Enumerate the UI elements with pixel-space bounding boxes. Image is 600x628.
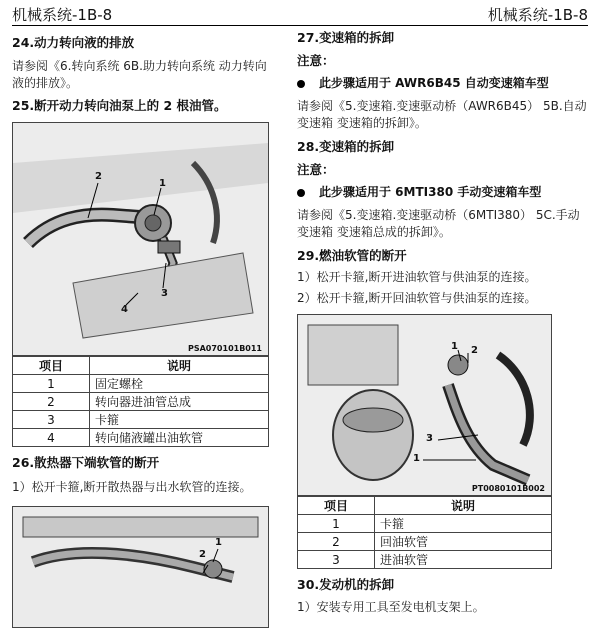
header-left-title: 机械系统-1B-8	[12, 6, 113, 24]
table-cell: 回油软管	[375, 533, 552, 551]
table-2-header-item: 项目	[298, 497, 375, 515]
table-row	[298, 533, 552, 551]
table-cell: 1	[13, 375, 90, 393]
figure-1-illustration	[13, 123, 268, 355]
callout-1: 2	[95, 171, 102, 182]
table-1-header-item: 项目	[13, 357, 90, 375]
table-cell: 转向储液罐出油软管	[90, 429, 269, 447]
figure-fuel-hose	[297, 314, 552, 496]
section-26-step-1: 1）松开卡箍,断开散热器与出水软管的连接。	[12, 480, 252, 494]
table-row	[298, 515, 552, 533]
section-27-text: 请参阅《5.变速箱.变速驱动桥（AWR6B45） 5B.自动变速箱 变速箱的拆卸》。	[297, 99, 587, 130]
table-1	[12, 356, 269, 447]
callout-2: 2	[471, 345, 478, 356]
table-1-header-desc: 说明	[90, 357, 269, 375]
table-row	[13, 429, 269, 447]
table-cell: 3	[298, 551, 375, 569]
left-column	[12, 30, 274, 628]
figure-2-illustration	[13, 507, 268, 627]
table-cell: 卡箍	[375, 515, 552, 533]
figure-3-code: PT0080101B002	[471, 484, 545, 493]
table-cell: 2	[298, 533, 375, 551]
section-26-title: 26.散热器下端软管的断开	[12, 455, 160, 470]
table-cell: 进油软管	[375, 551, 552, 569]
table-row	[298, 551, 552, 569]
table-cell: 3	[13, 411, 90, 429]
section-24-text: 请参阅《6.转向系统 6B.助力转向系统 动力转向液的排放》。	[12, 59, 267, 90]
callout-2: 2	[199, 549, 206, 560]
bullet-2-text: 此步骤适用于 6MTI380 手动变速箱车型	[319, 185, 542, 199]
callout-3: 3	[426, 433, 433, 444]
section-25-title: 25.断开动力转向油泵上的 2 根油管。	[12, 98, 227, 113]
figure-3-illustration	[298, 315, 551, 495]
bullet-2	[297, 184, 589, 201]
note-label-2: 注意：	[297, 162, 335, 177]
table-2	[297, 496, 552, 569]
callout-1-lower: 1	[413, 453, 420, 464]
callout-1: 1	[451, 341, 458, 352]
right-column	[297, 30, 589, 616]
bullet-1-text: 此步骤适用于 AWR6B45 自动变速箱车型	[319, 76, 549, 90]
section-29-step-1: 1）松开卡箍,断开进油软管与供油泵的连接。	[297, 270, 537, 284]
bullet-1	[297, 75, 589, 92]
table-2-header-desc: 说明	[375, 497, 552, 515]
figure-radiator-hose	[12, 506, 269, 628]
section-24-title: 24.动力转向液的排放	[12, 35, 135, 50]
header-right-title: 机械系统-1B-8	[487, 6, 588, 24]
table-cell: 2	[13, 393, 90, 411]
section-29-step-2: 2）松开卡箍,断开回油软管与供油泵的连接。	[297, 291, 537, 305]
figure-1-code: PSA070101B011	[187, 344, 262, 353]
header-rule	[12, 25, 588, 26]
section-29-title: 29.燃油软管的断开	[297, 248, 407, 263]
bullet-dot-icon	[297, 80, 305, 88]
callout-2: 1	[159, 178, 166, 189]
section-28-text: 请参阅《5.变速箱.变速驱动桥（6MTI380） 5C.手动变速箱 变速箱总成的拆卸》。	[297, 208, 580, 239]
callout-4: 4	[121, 304, 128, 315]
table-cell: 固定螺栓	[90, 375, 269, 393]
table-row	[13, 411, 269, 429]
note-label-1: 注意：	[297, 53, 335, 68]
section-28-title: 28.变速箱的拆卸	[297, 139, 395, 154]
bullet-dot-icon	[297, 189, 305, 197]
table-cell: 转向器进油管总成	[90, 393, 269, 411]
callout-3: 3	[161, 288, 168, 299]
table-row	[13, 393, 269, 411]
table-row	[13, 375, 269, 393]
table-cell: 4	[13, 429, 90, 447]
callout-1: 1	[215, 537, 222, 548]
section-30-title: 30.发动机的拆卸	[297, 577, 395, 592]
table-cell: 1	[298, 515, 375, 533]
figure-power-steering-pump	[12, 122, 269, 356]
table-cell: 卡箍	[90, 411, 269, 429]
section-27-title: 27.变速箱的拆卸	[297, 30, 395, 45]
section-30-step-1: 1）安装专用工具至发电机支架上。	[297, 600, 485, 614]
